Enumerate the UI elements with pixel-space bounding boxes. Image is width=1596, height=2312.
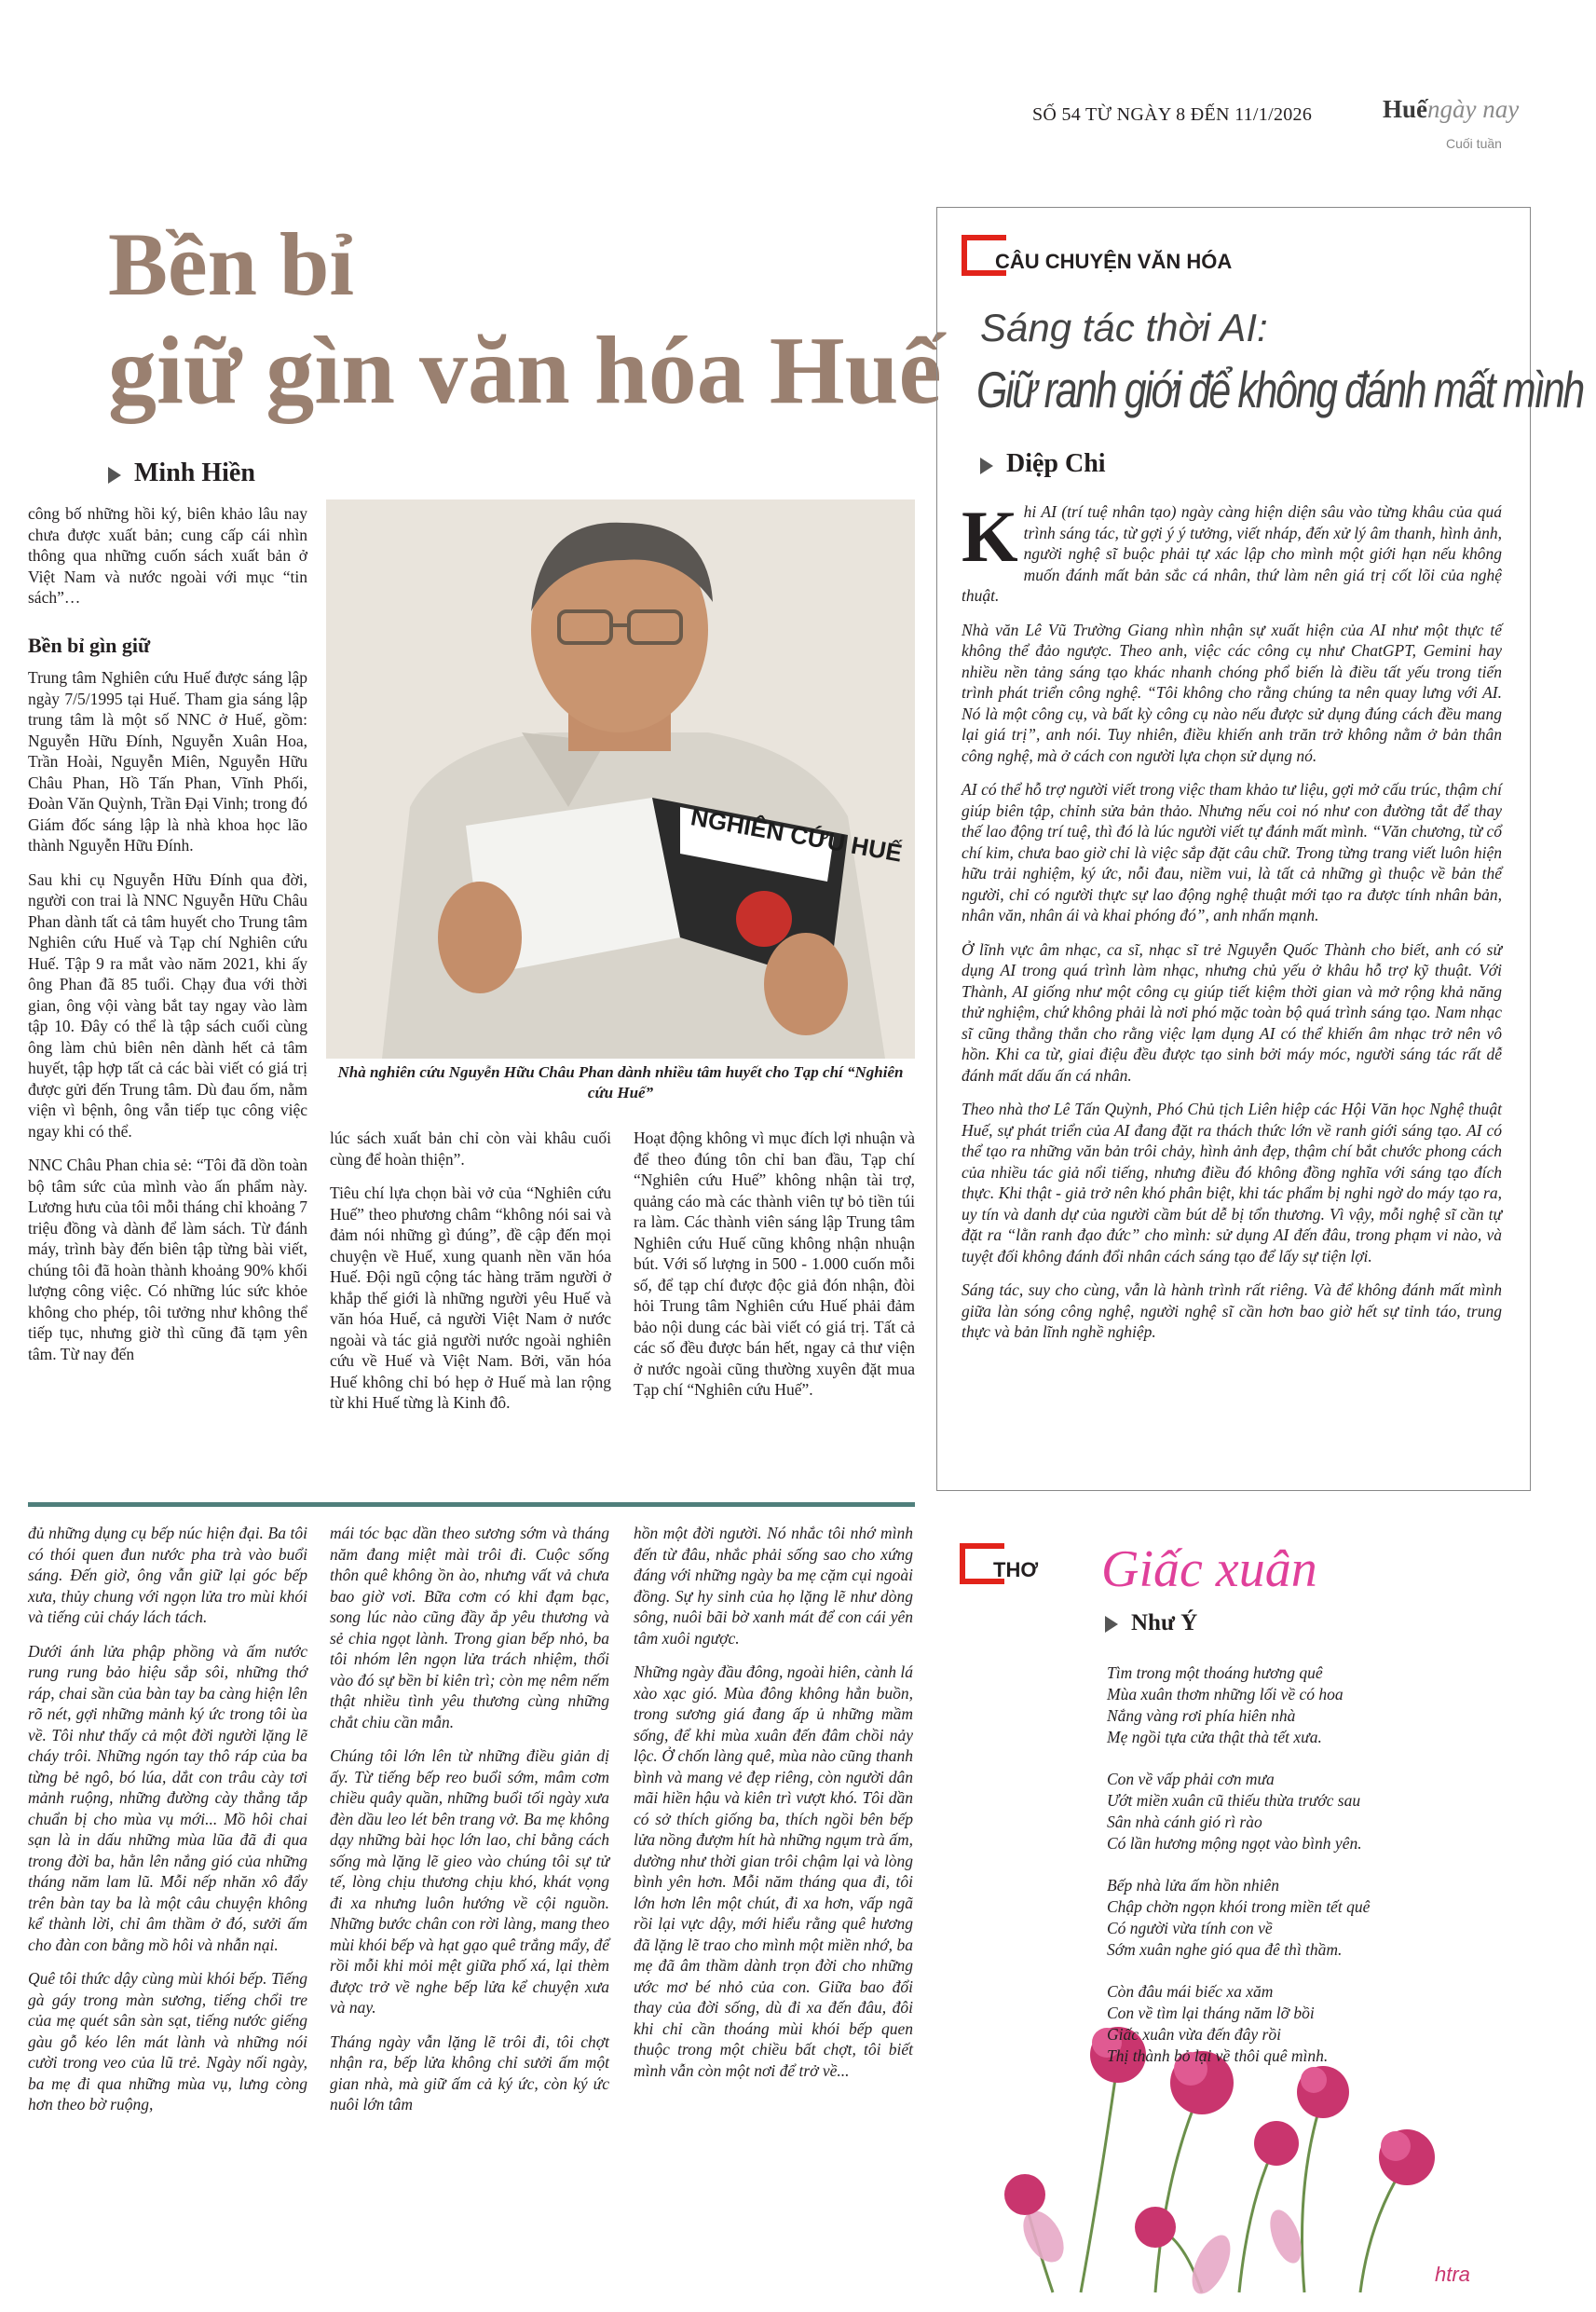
culture-body (962, 496, 1502, 1356)
poem-line: Nắng vàng rơi phía hiên nhà (1107, 1706, 1296, 1725)
paragraph: Ở lĩnh vực âm nhạc, ca sĩ, nhạc sĩ trẻ Nguyễn Quốc Thành cho biết, anh có sử dụng AI trong quá trình làm nhạc, nhưng chủ yếu ở khâu hỗ trợ kỹ thuật. Với Thành, AI giống như một công cụ giúp tiết kiệm thời gian và mở rộng khả năng thử nghiệm, chứ không phải là nơi phó mặc toàn bộ quá trình sáng tạo. Nam nhạc sĩ cũng thẳng thắn cho rằng việc lạm dụng AI có thể khiến âm nhạc trở nên vô hồn. Khi ca từ, giai điệu đều được tạo sinh bởi máy móc, người sáng tác rất dễ đánh mất dấu ấn cá nhân. (962, 939, 1502, 1085)
paragraph: công bố những hồi ký, biên khảo lâu nay chưa được xuất bản; cung cấp cái nhìn thông qua những cuốn sách xuất bản ở Việt Nam và nước ngoài với mục “tin sách”… (28, 504, 307, 607)
poem-body (1107, 1662, 1498, 2087)
paragraph: Quê tôi thức dậy cùng mùi khói bếp. Tiếng gà gáy trong màn sương, tiếng chổi tre của mẹ quét sân sàn sạt, tiếng nước giếng gàu gỗ kéo lên mát lành và những nói cười trong veo của lũ trẻ. Ngày nối ngày, ba mẹ đi qua những mùa vụ, lưng còng hơn theo bờ ruộng, (28, 1969, 307, 2114)
paragraph: Chúng tôi lớn lên từ những điều giản dị ấy. Từ tiếng bếp reo buổi sớm, mâm cơm chiều quây quần, những buổi tối ngày xưa đèn dầu leo lét bên trang vở. Ba mẹ không dạy những bài học lớn lao, chỉ bằng cách sống mà lặng lẽ gieo vào chúng tôi sự tử tế, lòng chịu thương chịu khó, khát vọng đi xa nhưng luôn hướng về cội nguồn. Những bước chân con rời làng, mang theo mùi khói bếp và hạt gạo quê trắng mẩy, để rồi mỗi khi mỏi mệt giữa phố xá, lại thèm được trở về nghe bếp lửa kể chuyện xưa và nay. (330, 1746, 609, 2017)
article-photo (326, 499, 915, 1059)
subheading: Bền bỉ gìn giữ (28, 634, 151, 657)
author-name: Minh Hiền (134, 458, 255, 487)
paragraph: đủ những dụng cụ bếp núc hiện đại. Ba tôi có thói quen đun nước pha trà vào buổi sáng. Đến giờ, ông vẫn giữ lại góc bếp xưa, thủy chung với ngọn lửa tro mùi khói và tiếng củi cháy lách tách. (28, 1524, 307, 1626)
poem-line: Thị thành bỏ lại về thôi quê mình. (1107, 2046, 1329, 2065)
photo-illustration (326, 499, 915, 1059)
paragraph: NNC Châu Phan chia sẻ: “Tôi đã dồn toàn bộ tâm sức của mình vào ấn phẩm này. Lương hưu của tôi mỗi tháng chỉ khoảng 7 triệu đồng và dành để làm sách. Từ đánh máy, trình bày đến biên tập từng bài viết, chúng tôi đã hoàn thành khoảng 90% khối lượng công việc. Có những lúc sức khỏe không cho phép, tôi tưởng như không thể tiếp tục, nhưng giờ thì cũng đã tạm yên tâm. Từ nay đến (28, 1156, 307, 1363)
poem-line: Chập chờn ngọn khói trong miền tết quê (1107, 1897, 1371, 1916)
paragraph: Sáng tác, suy cho cùng, vẫn là hành trình rất riêng. Và để không đánh mất mình giữa làn sóng công nghệ, người nghệ sĩ cần hơn bao giờ hết sự tỉnh táo, trung thực và bản lĩnh nghề nghiệp. (962, 1280, 1502, 1341)
article-column-1 (28, 503, 307, 622)
poem-stanza (1107, 1662, 1498, 1748)
poem-line: Bếp nhà lửa ấm hồn nhiên (1107, 1876, 1280, 1895)
poem-line: Có lần hương mộng ngọt vào bình yên. (1107, 1834, 1362, 1853)
article-title-line1: Bền bỉ (108, 214, 355, 314)
poem-stanza (1107, 1769, 1498, 1854)
poem-line: Ướt miền xuân cũ thiếu thừa trước sau (1107, 1791, 1361, 1810)
brand-sub: Cuối tuần (1446, 136, 1502, 151)
play-icon (980, 458, 993, 474)
paragraph: Dưới ánh lửa phập phồng và ấm nước rung rung bảo hiệu sắp sôi, những thớ ráp, chai sần của bàn tay ba càng hiện lên rõ nét, gợi những mảnh ký ức trong tôi ùa về. Tôi như thấy cả một đời người lặng lẽ cháy trôi. Những ngón tay thô ráp của ba từng bẻ ngô, bó lúa, dắt con trâu cày tơi mảnh ruộng, những đường cày thẳng tắp chuẩn bị cho mùa vụ mới... Mồ hôi chai sạn là in dấu những mùa lũa đã đi qua trong đời ba, hằn lên nắng gió của những tháng năm lam lũ. Mỗi nếp nhăn xô đẩy trên bàn tay ba là một câu chuyện không kể thành lời, chỉ âm thầm ở đó, sưởi ấm cho đàn con bằng mồ hôi và nhẫn nại. (28, 1641, 307, 1954)
article-column-3 (634, 1128, 915, 1414)
essay-column-2 (330, 1523, 609, 2128)
poem-line: Còn đâu mái biếc xa xăm (1107, 1982, 1274, 2001)
magazine-cover-title: NGHIÊN CỨU HUẾ (689, 802, 905, 868)
essay-column-1 (28, 1523, 307, 2128)
paragraph: Trung tâm Nghiên cứu Huế được sáng lập ngày 7/5/1995 tại Huế. Tham gia sáng lập trung tâm là một số NNC ở Huế, gồm: Nguyễn Hữu Đính, Nguyễn Xuân Hoa, Trần Hoài, Nguyễn Miên, Nguyễn Hữu Châu Phan, Hồ Tấn Phan, Vĩnh Phối, Đoàn Văn Quỳnh, Trần Đại Vinh; trong đó Giám đốc sáng lập là nhà khoa học lão thành Nguyễn Hữu Đính. (28, 668, 307, 855)
article-title-line2: giữ gìn văn hóa Huế (108, 317, 942, 424)
poem-stanza (1107, 1875, 1498, 1961)
paragraph: Những ngày đầu đông, ngoài hiên, cành lá xào xạc gió. Mùa đông không hẳn buồn, trong sương giá đang ấp ủ những mầm sống, để khi mùa xuân đến đâm chồi nảy lộc. Ở chốn làng quê, mùa nào cũng thanh bình và mang vẻ đẹp riêng, còn người dân mãi hiền hậu và kiên trì vượt khó. Tôi dần có sở thích giống ba, thích ngồi bên bếp lửa nồng đượm hít hà những ngụm trà ấm, dường như thời gian trôi chậm lại và lòng bình yên hơn. Mỗi năm tháng qua đi, tôi lớn hơn lên một chút, đi xa hơn, vấp ngã rồi lại vực dậy, mới hiểu rằng quê hương đã lặng lẽ trao cho mình một miền nhớ, ba mẹ đã âm thầm dành trọn đời cho những ước mơ bé nhỏ của con. Giữa bao đổi thay của đời sống, dù đi xa đến đâu, đôi khi chỉ cần thoáng mùi khói bếp quen thuộc trong một chiều bất chợt, tôi biết mình vẫn còn một nơi để trở về... (634, 1662, 913, 2080)
poem-line: Con về vấp phải cơn mưa (1107, 1770, 1275, 1788)
poem-line: Sớm xuân nghe gió qua đê thì thầm. (1107, 1940, 1343, 1959)
culture-byline (980, 449, 1106, 479)
paragraph: Tháng ngày vẫn lặng lẽ trôi đi, tôi chợt nhận ra, bếp lửa không chỉ sưởi ấm một gian nhà, mà giữ ấm cả ký ức, còn ký ức nuôi lớn tâm (330, 2032, 609, 2114)
poem-line: Tìm trong một thoáng hương quê (1107, 1663, 1323, 1682)
poem-line: Có người vừa tính con về (1107, 1919, 1273, 1937)
author-name: Như Ý (1131, 1610, 1198, 1635)
poem-line: Mẹ ngồi tựa cửa thật thà tết xưa. (1107, 1728, 1322, 1746)
paragraph: lúc sách xuất bản chỉ còn vài khâu cuối cùng để hoàn thiện”. (330, 1129, 611, 1169)
poem-line: Sân nhà cánh gió rì rào (1107, 1813, 1262, 1831)
poem-stanza (1107, 1981, 1498, 2067)
poem-line: Mùa xuân thơm những lối về có hoa (1107, 1685, 1344, 1703)
paragraph: mái tóc bạc dần theo sương sớm và tháng năm đang miệt mài trôi đi. Cuộc sống thôn quê không ồn ào, nhưng vất vả chưa bao giờ vơi. Bữa cơm có khi đạm bạc, song lúc nào cũng đầy ắp yêu thương và sẻ chia ngọt lành. Trong gian bếp nhỏ, ba tôi nhóm lên ngọn lửa trách nhiệm, thổi vào đó sự bền bỉ kiên trì; còn mẹ nêm nếm thật nhiều tình yêu thương cùng những chắt chiu cần mẫn. (330, 1524, 609, 1731)
essay-column-3 (634, 1523, 913, 2094)
author-name: Diệp Chi (1006, 449, 1106, 478)
poem-section-label: THƠ (993, 1558, 1039, 1581)
dropcap: K (962, 496, 1018, 577)
section-divider (28, 1502, 915, 1507)
photo-caption: Nhà nghiên cứu Nguyễn Hữu Châu Phan dành nhiều tâm huyết cho Tạp chí “Nghiên cứu Huế” (337, 1063, 904, 1101)
issue-line: SỐ 54 TỪ NGÀY 8 ĐẾN 11/1/2026 (1032, 104, 1313, 125)
paragraph: Nhà văn Lê Vũ Trường Giang nhìn nhận sự xuất hiện của AI như một thực tế không thể đảo ngược. Theo anh, việc các công cụ như ChatGPT, Gemini hay nhiều nền tảng sáng tạo khác nhanh chóng phổ biến là điều tất yếu trong tiến trình phát triển công nghệ. “Tôi không cho rằng chúng ta nên quay lưng với AI. Nó là một công cụ, và bất kỳ công cụ nào nếu được sử dụng đúng cách đều mang lại giá trị”, anh nói. Tuy nhiên, điều khiến anh trăn trở không nằm ở bản thân công nghệ, mà ở cách con người lựa chọn sử dụng nó. (962, 620, 1502, 765)
culture-title-line1: Sáng tác thời AI: (980, 306, 1268, 349)
paragraph: Hoạt động không vì mục đích lợi nhuận và để theo đúng tôn chỉ ban đầu, Tạp chí “Nghiên cứu Huế” không nhận tài trợ, quảng cáo mà các thành viên tự bỏ tiền túi ra làm. Các thành viên sáng lập Trung tâm Nghiên cứu Huế cũng không nhận nhuận bút. Với số lượng in 500 - 1.000 cuốn mỗi số, để tạp chí được độc giả đón nhận, đòi hỏi Trung tâm Nghiên cứu Huế phải đảm bảo nội dung các bài viết có giá trị. Tất cả các số đều được bán hết, ngay cả thư viện ở nước ngoài cũng thường xuyên đặt mua Tạp chí “Nghiên cứu Huế”. (634, 1129, 915, 1399)
byline (108, 458, 255, 488)
article-column-1b (28, 667, 307, 1377)
paragraph: hồn một đời người. Nó nhắc tôi nhớ mình đến từ đâu, nhắc phải sống sao cho xứng đáng với những ngày ba mẹ cặm cụi ngoài đồng. Sự hy sinh của họ lặng lẽ như dòng sông, nuôi bãi bờ xanh mát để con cái yên tâm xuôi ngược. (634, 1524, 913, 1648)
culture-title-line2: Giữ ranh giới để không đánh mất mình (976, 361, 1583, 418)
lead-paragraph: Khi AI (trí tuệ nhân tạo) ngày càng hiện diện sâu vào từng khâu của quá trình sáng tác, từ gợi ý ý tưởng, viết nháp, đến xử lý âm thanh, hình ảnh, người nghệ sĩ buộc phải tự xác lập cho mình một giới hạn nếu không muốn đánh mất bản sắc cá nhân, thứ làm nên giá trị cốt lõi của nghệ thuật. (962, 496, 1502, 605)
paragraph: Tiêu chí lựa chọn bài vở của “Nghiên cứu Huế” theo phương châm “không nói sai và đảm nói những gì đúng”, đề cập đến mọi chuyện về Huế, xung quanh nền văn hóa Huế. Đội ngũ cộng tác hàng trăm người ở khắp thế giới là những người yêu Huế và văn hóa Huế, cả người Việt Nam ở nước ngoài và tác giả người nước ngoài nghiên cứu về Huế và Việt Nam. Bởi, văn hóa Huế không chỉ bó hẹp ở Huế mà lan rộng từ khi Huế từng là Kinh đô. (330, 1183, 611, 1412)
poem-byline (1105, 1610, 1197, 1636)
brand-logo: Huếngày nay (1383, 95, 1520, 123)
culture-section-label: CÂU CHUYỆN VĂN HÓA (995, 250, 1233, 273)
poem-line: Giấc xuân vừa đến đây rồi (1107, 2025, 1281, 2044)
paragraph: Sau khi cụ Nguyễn Hữu Đính qua đời, người con trai là NNC Nguyễn Hữu Châu Phan dành tất cả tâm huyết cho Trung tâm Nghiên cứu Huế và Tạp chí Nghiên cứu Huế. Tập 9 ra mắt vào năm 2021, khi ấy ông Phan đã 85 tuổi. Chạy đua với thời gian, ông vội vàng bắt tay ngay vào làm tập 10. Đây có thể là tập sách cuối cùng ông làm chủ biên nên dành hết cả tâm huyết, tập hợp tất cả các bài viết có giá trị được gửi đến Trung tâm. Dù đau ốm, nằm viện vì bệnh, ông vẫn tiếp tục công việc ngay khi có thể. (28, 869, 307, 1141)
paragraph: AI có thể hỗ trợ người viết trong việc tham khảo tư liệu, gợi mở cấu trúc, thậm chí giúp biên tập, chỉnh sửa bản thảo. Nhưng nếu coi nó như con đường tắt để thay thế lao động trí tuệ, thì đó là lúc người viết tự đánh mất mình. “Văn chương, từ cổ chí kim, chưa bao giờ chỉ là việc sắp đặt câu chữ. Trong từng trang viết luôn hiện hữu trải nghiệm, ký ức, nỗi đau, niềm vui, là tất cả những gì thuộc về bản thể người, chỉ có người thực sự lao động nghệ thuật mới tạo ra được tính nhân bản, nhân văn, nhân ái và khai phóng đó”, anh nhấn mạnh. (962, 780, 1502, 924)
article-column-2 (330, 1128, 611, 1427)
poem-line: Con về tìm lại tháng năm lỡ bồi (1107, 2004, 1315, 2022)
poem-title: Giấc xuân (1101, 1540, 1317, 1598)
illustrator-signature: htra (1435, 2263, 1470, 2286)
play-icon (1105, 1616, 1118, 1633)
play-icon (108, 467, 121, 484)
paragraph: Theo nhà thơ Lê Tấn Quỳnh, Phó Chủ tịch Liên hiệp các Hội Văn học Nghệ thuật Huế, sự phát triển của AI đang đặt ra thách thức lớn về ranh giới sáng tạo. AI có thể tạo ra những văn bản trôi chảy, hình ảnh đẹp, thậm chí bắt chước phong cách của nhiều tác giả nổi tiếng, nhưng điều đó không đồng nghĩa với sáng tạo đích thực. Khi thật - giả trở nên khó phân biệt, khi tác phẩm bị nghi ngờ do máy tạo ra, uy tín và danh dự của người cầm bút dễ bị tổn thương. Vì vậy, mỗi nghệ sĩ cần tự đặt ra “lằn ranh đạo đức” cho mình: sử dụng AI đến đâu, trong phạm vi nào, và tuyệt đối không đánh đổi nhân cách sáng tạo để lấy sự tiện lợi. (962, 1100, 1502, 1265)
